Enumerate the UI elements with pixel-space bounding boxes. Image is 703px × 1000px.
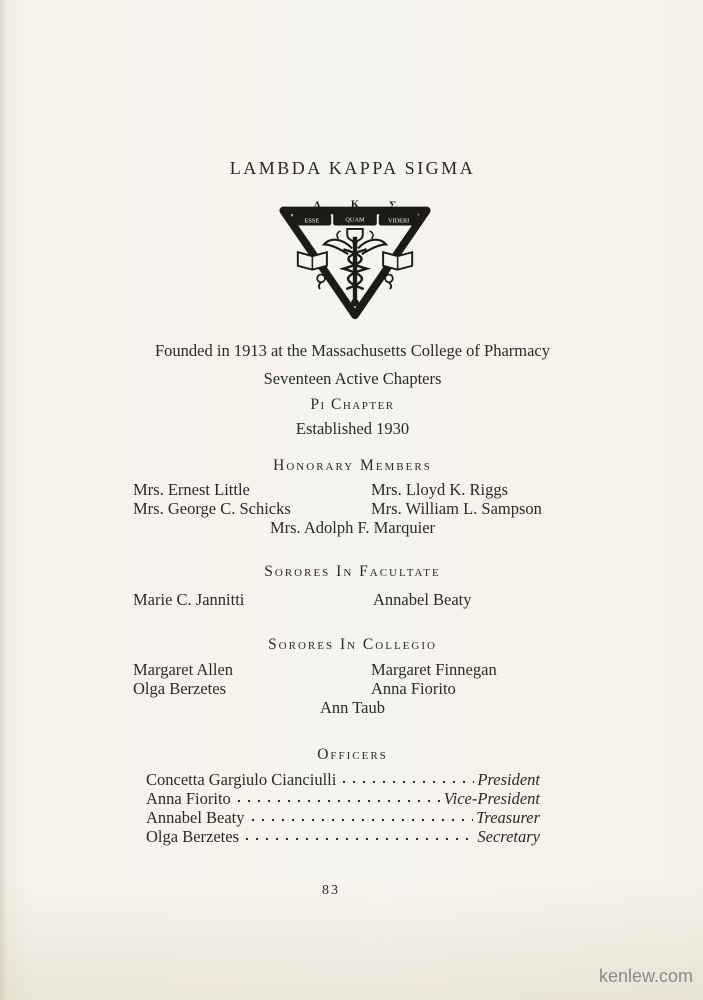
member-name: Mrs. William L. Sampson — [371, 498, 542, 518]
officer-name: Anna Fiorito — [146, 789, 231, 808]
member-name: Mrs. Adolph F. Marquier — [269, 518, 436, 537]
founded-line: Founded in 1913 at the Massachusetts College of Pharmacy — [154, 341, 550, 360]
rose-right — [385, 275, 393, 290]
member-name: Olga Berzetes — [133, 678, 226, 698]
dot-leader — [242, 828, 474, 842]
officer-title: Secretary — [477, 827, 540, 846]
officer-title: Vice-President — [443, 789, 540, 808]
officer-row — [146, 789, 540, 808]
member-name: Anna Fiorito — [371, 678, 456, 698]
officer-row — [146, 770, 540, 789]
honorary-members-heading: Honorary Members — [273, 457, 432, 474]
motto-word-quam: QUAM — [345, 216, 365, 224]
crest-letter-kappa: Κ — [350, 199, 360, 211]
sorores-in-collegio-heading: Sorores In Collegio — [268, 636, 437, 653]
caduceus — [343, 237, 366, 307]
watermark-text: kenlew.com — [598, 966, 693, 986]
member-name: Marie C. Jannitti — [133, 590, 245, 609]
established-line: Established 1930 — [295, 419, 410, 438]
officer-row — [146, 827, 540, 846]
sorores-in-facultate-heading: Sorores In Facultate — [264, 563, 441, 580]
active-chapters-line: Seventeen Active Chapters — [263, 369, 442, 388]
officer-title: President — [477, 770, 540, 789]
chapter-name-line: Pi Chapter — [310, 396, 395, 413]
member-name: Mrs. Ernest Little — [133, 480, 250, 499]
page-title: LAMBDA KAPPA SIGMA — [229, 158, 476, 178]
member-name: Ann Taub — [320, 698, 385, 717]
officer-name: Annabel Beaty — [146, 808, 245, 827]
officers-list — [146, 770, 540, 846]
open-book-right — [383, 242, 412, 270]
facultate-columns — [133, 591, 578, 610]
motto-word-videri: VIDERI — [387, 217, 410, 225]
officer-name: Olga Berzetes — [146, 827, 239, 846]
member-name: Margaret Allen — [133, 660, 234, 679]
member-name: Mrs. Lloyd K. Riggs — [371, 480, 509, 499]
crest-letter-sigma: Σ — [389, 200, 397, 212]
officer-title: Treasurer — [476, 808, 540, 827]
member-name: Annabel Beaty — [373, 590, 472, 609]
officer-row — [146, 808, 540, 827]
page-number: 83 — [322, 883, 340, 898]
open-book-left — [298, 242, 327, 270]
honorary-members-columns — [133, 481, 578, 518]
dot-leader — [339, 771, 474, 785]
dot-leader — [248, 809, 474, 823]
member-name: Mrs. George C. Schicks — [133, 498, 291, 518]
fraternity-crest-emblem — [272, 196, 438, 322]
rose-left — [317, 275, 325, 290]
motto-ribbon — [293, 212, 418, 225]
dot-leader — [234, 790, 441, 804]
officer-name: Concetta Gargiulo Cianciulli — [146, 770, 337, 789]
officers-heading: Officers — [317, 746, 388, 763]
motto-word-esse: ESSE — [304, 217, 320, 225]
member-name: Margaret Finnegan — [371, 660, 497, 679]
collegio-columns — [133, 661, 578, 698]
crest-letter-lambda: Λ — [313, 200, 322, 212]
